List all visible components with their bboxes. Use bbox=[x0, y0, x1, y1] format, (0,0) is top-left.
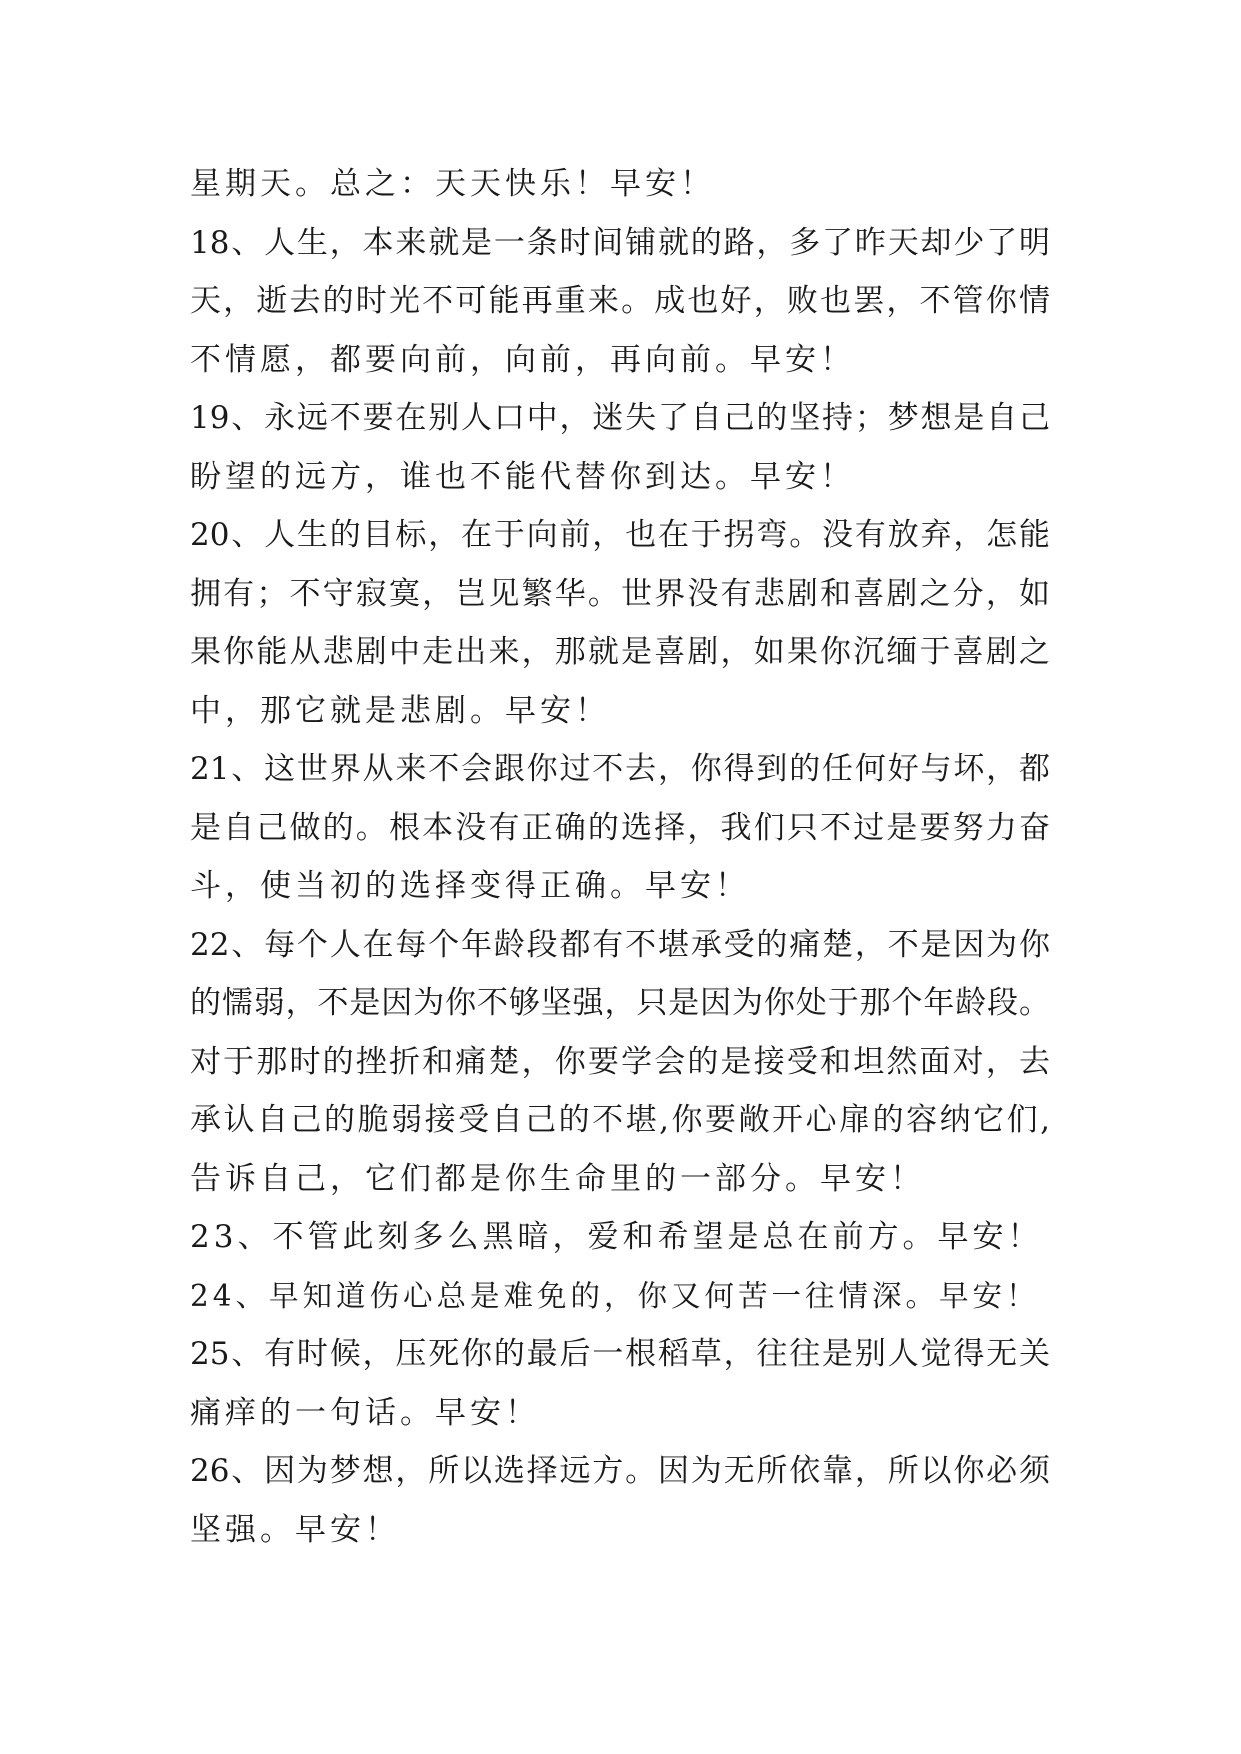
text-line: 26、因为梦想，所以选择远方。因为无所依靠，所以你必须 bbox=[190, 1453, 1050, 1489]
text-line: 23、不管此刻多么黑暗，爱和希望是总在前方。早安！ bbox=[190, 1219, 1043, 1255]
text-line: 承认自己的脆弱接受自己的不堪,你要敞开心扉的容纳它们, bbox=[190, 1102, 1050, 1138]
text-line: 天，逝去的时光不可能再重来。成也好，败也罢，不管你情 bbox=[190, 283, 1050, 319]
text-line: 不情愿，都要向前，向前，再向前。早安！ bbox=[190, 341, 855, 378]
text-line: 25、有时候，压死你的最后一根稻草，往往是别人觉得无关 bbox=[190, 1336, 1050, 1372]
text-line: 痛痒的一句话。早安！ bbox=[190, 1394, 540, 1431]
text-line: 22、每个人在每个年龄段都有不堪承受的痛楚，不是因为你 bbox=[190, 926, 1050, 963]
text-line: 盼望的远方，谁也不能代替你到达。早安！ bbox=[190, 458, 855, 495]
text-line: 果你能从悲剧中走出来，那就是喜剧，如果你沉缅于喜剧之 bbox=[190, 634, 1050, 670]
text-line: 的懦弱，不是因为你不够坚强，只是因为你处于那个年龄段。 bbox=[190, 985, 1050, 1021]
text-line: 星期天。总之：天天快乐！早安！ bbox=[190, 166, 715, 202]
text-line: 21、这世界从来不会跟你过不去，你得到的任何好与坏，都 bbox=[190, 751, 1050, 787]
text-line: 告诉自己，它们都是你生命里的一部分。早安！ bbox=[190, 1160, 925, 1197]
text-line: 中，那它就是悲剧。早安！ bbox=[190, 692, 610, 729]
text-line: 是自己做的。根本没有正确的选择，我们只不过是要努力奋 bbox=[190, 809, 1050, 846]
text-line: 对于那时的挫折和痛楚，你要学会的是接受和坦然面对，去 bbox=[190, 1043, 1050, 1080]
text-line: 坚强。早安！ bbox=[190, 1511, 400, 1548]
text-line: 斗，使当初的选择变得正确。早安！ bbox=[190, 868, 750, 904]
text-line: 20、人生的目标，在于向前，也在于拐弯。没有放弃，怎能 bbox=[190, 517, 1050, 553]
text-line: 19、永远不要在别人口中，迷失了自己的坚持；梦想是自己 bbox=[190, 400, 1050, 436]
text-line: 18、人生，本来就是一条时间铺就的路，多了昨天却少了明 bbox=[190, 224, 1050, 261]
document-body bbox=[190, 155, 1050, 1559]
text-line: 24、早知道伤心总是难免的，你又何苦一往情深。早安！ bbox=[190, 1278, 1040, 1313]
text-line: 拥有；不守寂寞，岂见繁华。世界没有悲剧和喜剧之分，如 bbox=[190, 575, 1050, 612]
